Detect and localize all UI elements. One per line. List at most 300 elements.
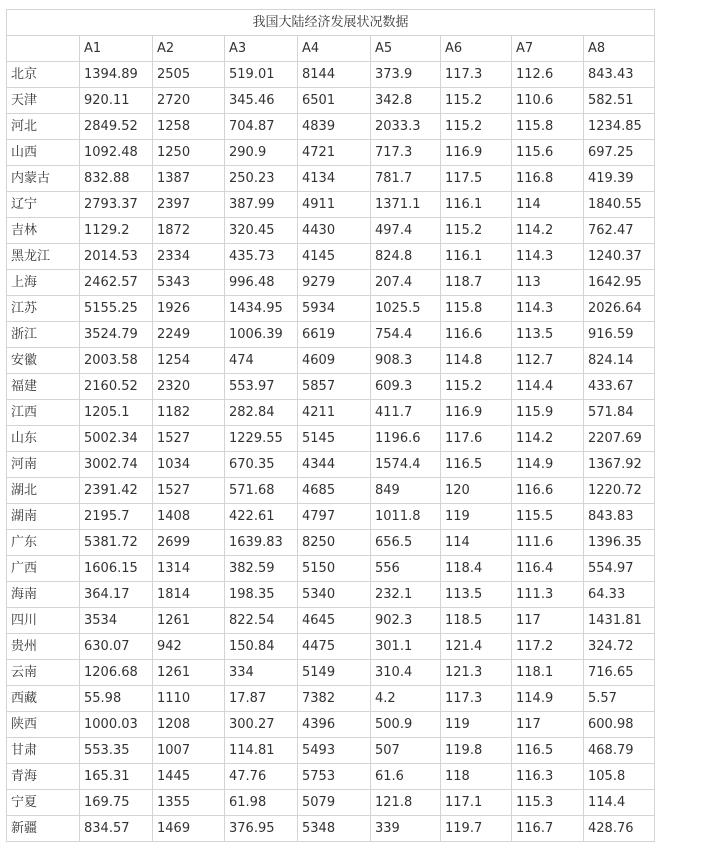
table-cell: 9279 [298, 270, 371, 296]
table-cell: 4839 [298, 114, 371, 140]
table-cell: 117.2 [512, 634, 584, 660]
table-cell: 118 [441, 764, 512, 790]
table-cell: 114.8 [441, 348, 512, 374]
table-cell: 832.88 [80, 166, 153, 192]
table-cell: 4645 [298, 608, 371, 634]
table-cell: 468.79 [584, 738, 655, 764]
table-cell: 474 [225, 348, 298, 374]
table-cell: 1092.48 [80, 140, 153, 166]
table-cell: 113.5 [441, 582, 512, 608]
row-region-cell: 西藏 [7, 686, 80, 712]
table-cell: 1025.5 [371, 296, 441, 322]
table-cell: 116.1 [441, 244, 512, 270]
table-cell: 121.4 [441, 634, 512, 660]
table-cell: 754.4 [371, 322, 441, 348]
column-header-a2: A2 [153, 36, 225, 62]
column-header-a1: A1 [80, 36, 153, 62]
table-cell: 656.5 [371, 530, 441, 556]
table-cell: 2699 [153, 530, 225, 556]
table-row [7, 140, 655, 166]
table-cell: 116.1 [441, 192, 512, 218]
table-cell: 117.1 [441, 790, 512, 816]
table-cell: 17.87 [225, 686, 298, 712]
table-cell: 116.5 [441, 452, 512, 478]
table-cell: 5381.72 [80, 530, 153, 556]
table-cell: 4145 [298, 244, 371, 270]
table-cell: 2014.53 [80, 244, 153, 270]
table-cell: 118.5 [441, 608, 512, 634]
table-cell: 115.8 [512, 114, 584, 140]
table-cell: 114.4 [512, 374, 584, 400]
table-row [7, 88, 655, 114]
row-region-cell: 河南 [7, 452, 80, 478]
table-cell: 5857 [298, 374, 371, 400]
table-cell: 118.1 [512, 660, 584, 686]
table-cell: 117 [512, 608, 584, 634]
table-cell: 1182 [153, 400, 225, 426]
table-cell: 1396.35 [584, 530, 655, 556]
table-cell: 902.3 [371, 608, 441, 634]
table-cell: 119.7 [441, 816, 512, 842]
table-cell: 717.3 [371, 140, 441, 166]
row-region-cell: 广东 [7, 530, 80, 556]
row-region-cell: 陕西 [7, 712, 80, 738]
table-cell: 8250 [298, 530, 371, 556]
row-region-cell: 湖南 [7, 504, 80, 530]
table-cell: 582.51 [584, 88, 655, 114]
table-cell: 2397 [153, 192, 225, 218]
table-cell: 1208 [153, 712, 225, 738]
table-cell: 1034 [153, 452, 225, 478]
table-row [7, 192, 655, 218]
table-row [7, 114, 655, 140]
table-row [7, 218, 655, 244]
table-cell: 1234.85 [584, 114, 655, 140]
table-cell: 4685 [298, 478, 371, 504]
row-region-cell: 黑龙江 [7, 244, 80, 270]
table-cell: 115.2 [441, 218, 512, 244]
column-header-a5: A5 [371, 36, 441, 62]
table-row [7, 582, 655, 608]
table-cell: 114 [512, 192, 584, 218]
table-cell: 1574.4 [371, 452, 441, 478]
row-region-cell: 安徽 [7, 348, 80, 374]
row-region-cell: 福建 [7, 374, 80, 400]
table-cell: 116.9 [441, 140, 512, 166]
table-cell: 1527 [153, 426, 225, 452]
table-cell: 121.8 [371, 790, 441, 816]
table-cell: 3002.74 [80, 452, 153, 478]
table-cell: 6619 [298, 322, 371, 348]
table-cell: 1110 [153, 686, 225, 712]
table-cell: 419.39 [584, 166, 655, 192]
row-region-cell: 山东 [7, 426, 80, 452]
table-cell: 822.54 [225, 608, 298, 634]
table-row [7, 374, 655, 400]
table-cell: 5348 [298, 816, 371, 842]
table-cell: 150.84 [225, 634, 298, 660]
table-cell: 8144 [298, 62, 371, 88]
table-cell: 5150 [298, 556, 371, 582]
table-cell: 5145 [298, 426, 371, 452]
table-row [7, 400, 655, 426]
table-cell: 119 [441, 504, 512, 530]
table-cell: 824.8 [371, 244, 441, 270]
table-cell: 1250 [153, 140, 225, 166]
table-header-row [7, 36, 655, 62]
row-region-cell: 广西 [7, 556, 80, 582]
row-region-cell: 新疆 [7, 816, 80, 842]
table-cell: 670.35 [225, 452, 298, 478]
table-cell: 115.3 [512, 790, 584, 816]
table-cell: 4911 [298, 192, 371, 218]
table-cell: 916.59 [584, 322, 655, 348]
row-region-cell: 海南 [7, 582, 80, 608]
table-cell: 2195.7 [80, 504, 153, 530]
table-cell: 762.47 [584, 218, 655, 244]
table-cell: 5343 [153, 270, 225, 296]
table-cell: 1007 [153, 738, 225, 764]
table-cell: 364.17 [80, 582, 153, 608]
table-cell: 116.8 [512, 166, 584, 192]
row-region-cell: 北京 [7, 62, 80, 88]
table-cell: 556 [371, 556, 441, 582]
table-cell: 1926 [153, 296, 225, 322]
economic-data-table [6, 9, 655, 842]
table-cell: 1606.15 [80, 556, 153, 582]
table-cell: 1872 [153, 218, 225, 244]
table-cell: 339 [371, 816, 441, 842]
table-cell: 118.7 [441, 270, 512, 296]
row-region-cell: 青海 [7, 764, 80, 790]
table-cell: 61.98 [225, 790, 298, 816]
table-cell: 112.7 [512, 348, 584, 374]
table-cell: 119 [441, 712, 512, 738]
table-cell: 553.35 [80, 738, 153, 764]
table-cell: 600.98 [584, 712, 655, 738]
table-row [7, 686, 655, 712]
table-cell: 114.81 [225, 738, 298, 764]
row-region-cell: 辽宁 [7, 192, 80, 218]
table-cell: 1408 [153, 504, 225, 530]
table-cell: 942 [153, 634, 225, 660]
table-cell: 116.6 [441, 322, 512, 348]
table-cell: 1355 [153, 790, 225, 816]
table-row [7, 166, 655, 192]
row-region-cell: 上海 [7, 270, 80, 296]
table-cell: 500.9 [371, 712, 441, 738]
table-cell: 5.57 [584, 686, 655, 712]
table-cell: 1314 [153, 556, 225, 582]
table-cell: 2505 [153, 62, 225, 88]
table-cell: 920.11 [80, 88, 153, 114]
table-cell: 2033.3 [371, 114, 441, 140]
table-cell: 1240.37 [584, 244, 655, 270]
table-cell: 1220.72 [584, 478, 655, 504]
table-cell: 387.99 [225, 192, 298, 218]
column-header-a7: A7 [512, 36, 584, 62]
row-region-cell: 湖北 [7, 478, 80, 504]
table-cell: 781.7 [371, 166, 441, 192]
row-region-cell: 江西 [7, 400, 80, 426]
table-cell: 117.6 [441, 426, 512, 452]
table-row [7, 296, 655, 322]
table-cell: 5155.25 [80, 296, 153, 322]
table-cell: 2793.37 [80, 192, 153, 218]
table-cell: 843.43 [584, 62, 655, 88]
data-table-container [6, 9, 654, 842]
row-region-cell: 江苏 [7, 296, 80, 322]
table-cell: 1196.6 [371, 426, 441, 452]
table-cell: 1431.81 [584, 608, 655, 634]
table-cell: 169.75 [80, 790, 153, 816]
table-cell: 117 [512, 712, 584, 738]
table-cell: 115.2 [441, 114, 512, 140]
table-row [7, 244, 655, 270]
table-cell: 2207.69 [584, 426, 655, 452]
table-cell: 1434.95 [225, 296, 298, 322]
table-cell: 47.76 [225, 764, 298, 790]
table-cell: 519.01 [225, 62, 298, 88]
column-header-a3: A3 [225, 36, 298, 62]
table-cell: 114.9 [512, 686, 584, 712]
table-row [7, 504, 655, 530]
table-cell: 996.48 [225, 270, 298, 296]
table-cell: 5079 [298, 790, 371, 816]
table-cell: 2026.64 [584, 296, 655, 322]
table-title-row [7, 10, 655, 36]
table-cell: 114 [441, 530, 512, 556]
table-cell: 1000.03 [80, 712, 153, 738]
table-cell: 2462.57 [80, 270, 153, 296]
table-cell: 1394.89 [80, 62, 153, 88]
table-cell: 1639.83 [225, 530, 298, 556]
table-cell: 5493 [298, 738, 371, 764]
table-row [7, 556, 655, 582]
table-cell: 114.9 [512, 452, 584, 478]
table-cell: 301.1 [371, 634, 441, 660]
table-cell: 5934 [298, 296, 371, 322]
table-cell: 114.4 [584, 790, 655, 816]
table-row [7, 660, 655, 686]
table-cell: 1642.95 [584, 270, 655, 296]
table-cell: 2320 [153, 374, 225, 400]
table-cell: 320.45 [225, 218, 298, 244]
table-cell: 334 [225, 660, 298, 686]
table-cell: 232.1 [371, 582, 441, 608]
table-cell: 114.3 [512, 296, 584, 322]
table-cell: 2720 [153, 88, 225, 114]
table-cell: 115.9 [512, 400, 584, 426]
table-cell: 5340 [298, 582, 371, 608]
table-cell: 609.3 [371, 374, 441, 400]
table-cell: 716.65 [584, 660, 655, 686]
table-cell: 115.5 [512, 504, 584, 530]
table-cell: 3534 [80, 608, 153, 634]
table-cell: 4.2 [371, 686, 441, 712]
table-cell: 4396 [298, 712, 371, 738]
table-cell: 117.3 [441, 62, 512, 88]
table-cell: 5753 [298, 764, 371, 790]
table-row [7, 478, 655, 504]
table-cell: 1527 [153, 478, 225, 504]
table-cell: 61.6 [371, 764, 441, 790]
table-cell: 115.2 [441, 88, 512, 114]
table-cell: 115.6 [512, 140, 584, 166]
row-region-cell: 甘肃 [7, 738, 80, 764]
table-cell: 198.35 [225, 582, 298, 608]
table-cell: 1229.55 [225, 426, 298, 452]
table-cell: 121.3 [441, 660, 512, 686]
table-cell: 118.4 [441, 556, 512, 582]
table-cell: 112.6 [512, 62, 584, 88]
table-cell: 376.95 [225, 816, 298, 842]
row-region-cell: 山西 [7, 140, 80, 166]
table-cell: 2334 [153, 244, 225, 270]
table-cell: 824.14 [584, 348, 655, 374]
table-cell: 117.3 [441, 686, 512, 712]
table-cell: 1840.55 [584, 192, 655, 218]
table-cell: 116.3 [512, 764, 584, 790]
table-cell: 114.2 [512, 218, 584, 244]
table-cell: 300.27 [225, 712, 298, 738]
table-cell: 1367.92 [584, 452, 655, 478]
table-row [7, 738, 655, 764]
table-row [7, 62, 655, 88]
table-cell: 4475 [298, 634, 371, 660]
column-header-a8: A8 [584, 36, 655, 62]
row-region-cell: 四川 [7, 608, 80, 634]
table-cell: 114.3 [512, 244, 584, 270]
table-cell: 1387 [153, 166, 225, 192]
table-cell: 119.8 [441, 738, 512, 764]
table-row [7, 426, 655, 452]
table-cell: 1258 [153, 114, 225, 140]
table-cell: 4797 [298, 504, 371, 530]
table-cell: 1445 [153, 764, 225, 790]
table-row [7, 348, 655, 374]
table-cell: 111.3 [512, 582, 584, 608]
table-cell: 116.4 [512, 556, 584, 582]
table-cell: 116.5 [512, 738, 584, 764]
table-cell: 105.8 [584, 764, 655, 790]
row-region-cell: 宁夏 [7, 790, 80, 816]
table-cell: 120 [441, 478, 512, 504]
table-cell: 5149 [298, 660, 371, 686]
table-cell: 111.6 [512, 530, 584, 556]
row-region-cell: 吉林 [7, 218, 80, 244]
row-region-cell: 天津 [7, 88, 80, 114]
table-cell: 3524.79 [80, 322, 153, 348]
table-cell: 113 [512, 270, 584, 296]
table-title: 我国大陆经济发展状况数据 [7, 10, 655, 36]
table-cell: 290.9 [225, 140, 298, 166]
row-region-cell: 河北 [7, 114, 80, 140]
column-header-a6: A6 [441, 36, 512, 62]
table-cell: 2249 [153, 322, 225, 348]
table-cell: 282.84 [225, 400, 298, 426]
column-header-a4: A4 [298, 36, 371, 62]
table-cell: 116.9 [441, 400, 512, 426]
table-row [7, 712, 655, 738]
table-cell: 4344 [298, 452, 371, 478]
table-cell: 908.3 [371, 348, 441, 374]
table-row [7, 270, 655, 296]
table-cell: 6501 [298, 88, 371, 114]
table-cell: 117.5 [441, 166, 512, 192]
row-region-cell: 内蒙古 [7, 166, 80, 192]
table-cell: 1261 [153, 660, 225, 686]
table-cell: 571.84 [584, 400, 655, 426]
row-region-cell: 云南 [7, 660, 80, 686]
column-header-region [7, 36, 80, 62]
table-cell: 345.46 [225, 88, 298, 114]
table-cell: 1205.1 [80, 400, 153, 426]
table-cell: 64.33 [584, 582, 655, 608]
table-cell: 4609 [298, 348, 371, 374]
table-cell: 114.2 [512, 426, 584, 452]
table-cell: 110.6 [512, 88, 584, 114]
table-cell: 2160.52 [80, 374, 153, 400]
table-cell: 113.5 [512, 322, 584, 348]
table-cell: 1254 [153, 348, 225, 374]
table-cell: 55.98 [80, 686, 153, 712]
table-cell: 697.25 [584, 140, 655, 166]
table-cell: 428.76 [584, 816, 655, 842]
table-row [7, 322, 655, 348]
table-cell: 507 [371, 738, 441, 764]
table-cell: 165.31 [80, 764, 153, 790]
table-cell: 1469 [153, 816, 225, 842]
table-row [7, 530, 655, 556]
table-cell: 553.97 [225, 374, 298, 400]
table-cell: 497.4 [371, 218, 441, 244]
table-cell: 1129.2 [80, 218, 153, 244]
table-cell: 411.7 [371, 400, 441, 426]
table-cell: 207.4 [371, 270, 441, 296]
table-cell: 1814 [153, 582, 225, 608]
table-cell: 342.8 [371, 88, 441, 114]
table-cell: 1261 [153, 608, 225, 634]
table-cell: 373.9 [371, 62, 441, 88]
table-cell: 843.83 [584, 504, 655, 530]
table-cell: 115.2 [441, 374, 512, 400]
table-cell: 1206.68 [80, 660, 153, 686]
table-cell: 382.59 [225, 556, 298, 582]
table-cell: 422.61 [225, 504, 298, 530]
table-cell: 116.7 [512, 816, 584, 842]
table-row [7, 452, 655, 478]
table-row [7, 608, 655, 634]
table-body [7, 62, 655, 842]
table-cell: 4430 [298, 218, 371, 244]
row-region-cell: 浙江 [7, 322, 80, 348]
table-cell: 849 [371, 478, 441, 504]
table-cell: 2003.58 [80, 348, 153, 374]
table-cell: 324.72 [584, 634, 655, 660]
table-row [7, 790, 655, 816]
table-cell: 250.23 [225, 166, 298, 192]
table-cell: 4134 [298, 166, 371, 192]
table-row [7, 634, 655, 660]
table-row [7, 816, 655, 842]
table-cell: 1371.1 [371, 192, 441, 218]
table-cell: 435.73 [225, 244, 298, 270]
table-cell: 7382 [298, 686, 371, 712]
table-cell: 1011.8 [371, 504, 441, 530]
table-cell: 630.07 [80, 634, 153, 660]
table-cell: 115.8 [441, 296, 512, 322]
